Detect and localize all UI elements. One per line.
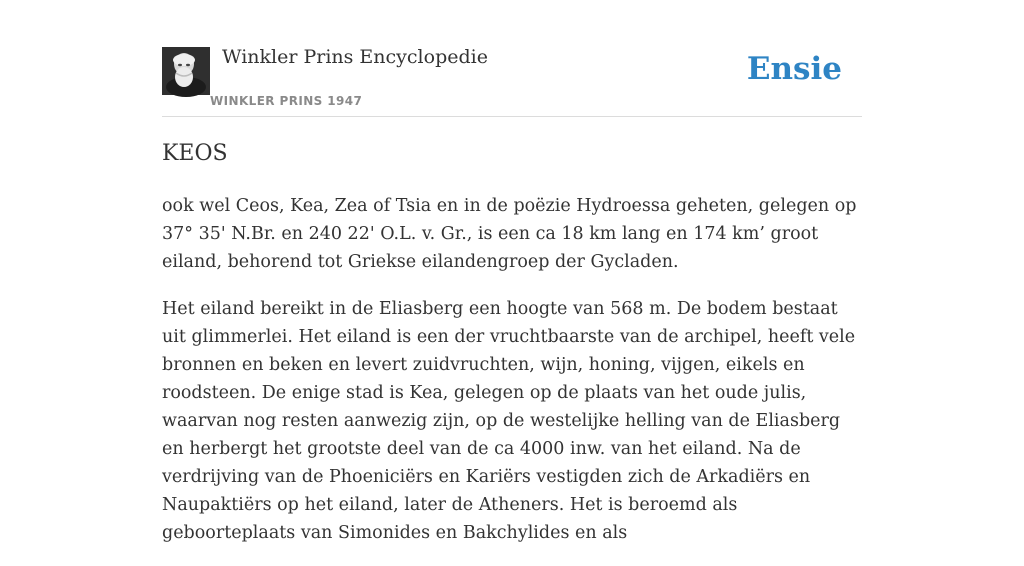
article-title: KEOS <box>162 141 228 166</box>
article-paragraph: Het eiland bereikt in de Eliasberg een hoogte van 568 m. De bodem bestaat uit glimmerlei. Het eiland is een der vruchtbaarste van de archipel, heeft vele bronnen en beken en levert zuidvruchten, wijn, honing, vijgen, eikels en roodsteen. De enige stad is Kea, gelegen op de plaats van het oude julis, waarvan nog resten aanwezig zijn, op de westelijke helling van de Eliasberg en herbergt het grootste deel van de ca 4000 inw. van het eiland. Na de verdrijving van de Phoeniciërs en Kariërs vestigden zich de Arkadiërs en Naupaktiërs op het eiland, later de Atheners. Het is beroemd als geboorteplaats van Simonides en Bakchylides en als <box>162 299 856 543</box>
article-paragraph: ook wel Ceos, Kea, Zea of Tsia en in de poëzie Hydroessa geheten, gelegen op 37° 35' N.Br. en 240 22' O.L. v. Gr., is een ca 18 km lang en 174 km’ groot eiland, behorend tot Griekse eilandengroep der Gycladen. <box>162 196 857 272</box>
source-avatar[interactable] <box>162 47 210 95</box>
source-subtitle[interactable]: WINKLER PRINS 1947 <box>210 94 363 108</box>
article-body <box>162 192 862 566</box>
source-header <box>162 44 862 117</box>
brand-logo[interactable]: Ensie <box>746 51 842 87</box>
source-title[interactable]: Winkler Prins Encyclopedie <box>222 46 488 68</box>
bearded-man-portrait-icon <box>162 47 210 95</box>
